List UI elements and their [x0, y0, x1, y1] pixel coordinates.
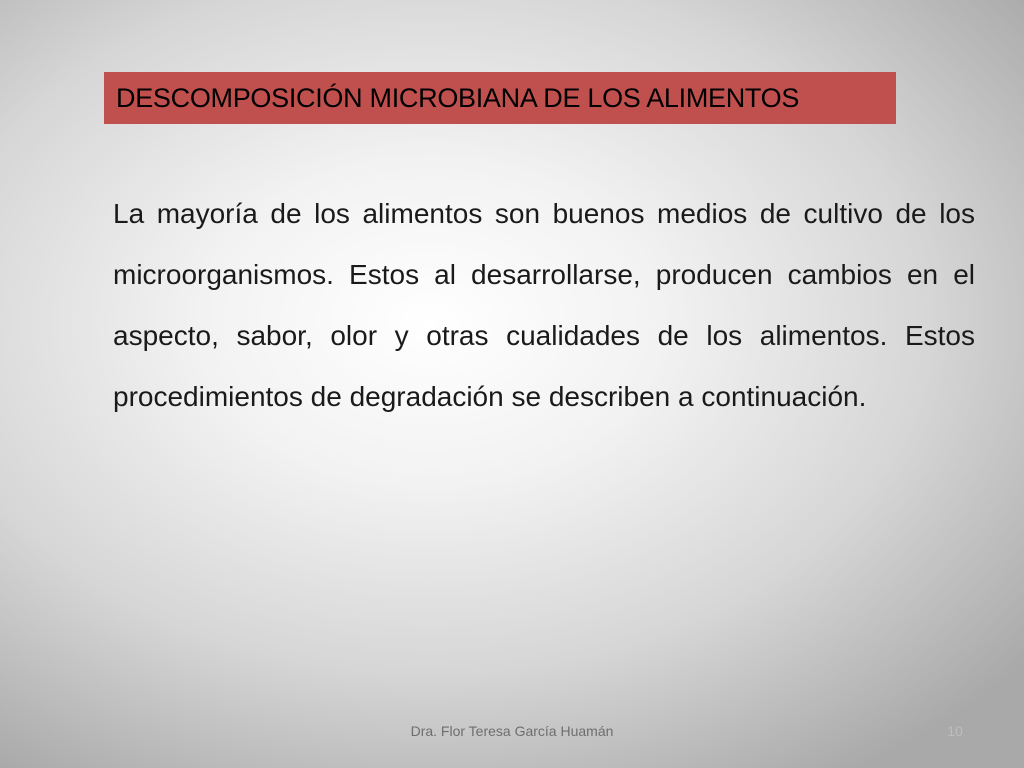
slide-footer: Dra. Flor Teresa García Huamán — [410, 723, 614, 739]
slide-number: 10 — [947, 723, 963, 739]
slide-body-text: La mayoría de los alimentos son buenos medios de cultivo de los microorganismos. Estos al desarrollarse, producen cambios en el aspecto, sabor, olor y otras cualidades de los alimentos. Estos procedimientos de degradación se describen a continuación. — [113, 198, 975, 412]
slide-title-box — [104, 72, 896, 124]
slide-title: DESCOMPOSICIÓN MICROBIANA DE LOS ALIMENTOS — [116, 82, 800, 113]
